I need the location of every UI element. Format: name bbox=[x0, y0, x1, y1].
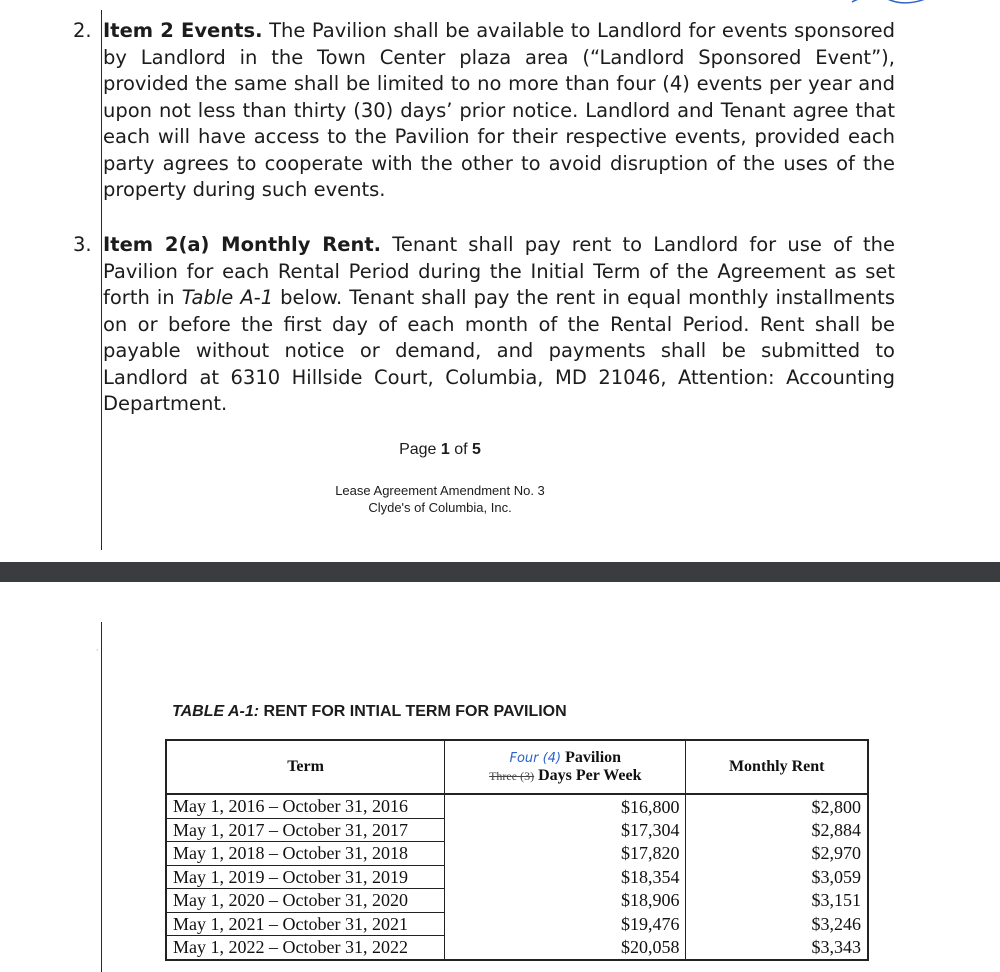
cell-pavilion: $19,476 bbox=[445, 912, 686, 936]
item-heading: Item 2 Events. bbox=[103, 19, 263, 42]
item-text-continued: below. Tenant shall pay the rent in equal monthly installments on or before the first day of each month of the Rental Period. Rent shall be payable without notice or demand, and payments shall be submitted to Landlord at 6310 Hillside Court, Columbia, MD 21046, Attention: Accounting Department. bbox=[103, 286, 895, 415]
section-item-2a-monthly-rent bbox=[73, 232, 895, 418]
footer-line-1: Lease Agreement Amendment No. 3 bbox=[335, 483, 545, 498]
header-pavilion-label: Pavilion bbox=[565, 749, 622, 766]
cell-term: May 1, 2017 – October 31, 2017 bbox=[166, 818, 445, 842]
rent-table bbox=[165, 739, 869, 961]
item-text: The Pavilion shall be available to Landlord for events sponsored by Landlord in the Town Center plaza area (“Landlord Sponsored Event”), provided the same shall be limited to no more than four (4) events per year and upon not less than thirty (30) days’ prior notice. Landlord and Tenant agree that each will have access to the Pavilion for their respective events, provided each party agrees to cooperate with the other to avoid disruption of the uses of the property during such events. bbox=[103, 19, 896, 201]
item-number: 3. bbox=[73, 233, 92, 256]
cell-pavilion: $16,800 bbox=[445, 794, 686, 818]
cell-monthly: $2,884 bbox=[686, 818, 868, 842]
cell-term: May 1, 2016 – October 31, 2016 bbox=[166, 794, 445, 818]
table-header-row bbox=[166, 740, 868, 794]
table-row bbox=[166, 912, 868, 936]
handwritten-scribble-icon bbox=[850, 0, 940, 8]
cell-monthly: $3,343 bbox=[686, 936, 868, 960]
header-days-label: Days Per Week bbox=[538, 767, 642, 784]
table-row bbox=[166, 865, 868, 889]
cell-pavilion: $20,058 bbox=[445, 936, 686, 960]
item-text: Tenant shall pay rent to Landlord for use of the Pavilion for each Rental Period during the Initial Term of the Agreement as set forth in bbox=[103, 233, 895, 309]
document-page-2 bbox=[0, 582, 1000, 972]
page-separator bbox=[0, 562, 1000, 582]
cell-term: May 1, 2021 – October 31, 2021 bbox=[166, 912, 445, 936]
header-term: Term bbox=[166, 740, 445, 794]
page-number bbox=[0, 441, 880, 459]
cell-monthly: $3,059 bbox=[686, 865, 868, 889]
item-paragraph bbox=[103, 232, 895, 418]
cell-pavilion: $17,820 bbox=[445, 842, 686, 866]
cell-term: May 1, 2022 – October 31, 2022 bbox=[166, 936, 445, 960]
table-title-label: TABLE A-1: bbox=[172, 703, 260, 720]
cell-term: May 1, 2020 – October 31, 2020 bbox=[166, 889, 445, 913]
item-number: 2. bbox=[73, 19, 92, 42]
handwritten-correction: Four (4) bbox=[509, 751, 562, 766]
header-monthly-rent: Monthly Rent bbox=[686, 740, 868, 794]
table-row bbox=[166, 936, 868, 960]
page-number-total: 5 bbox=[472, 441, 481, 458]
page-number-current: 1 bbox=[440, 441, 450, 458]
table-row bbox=[166, 818, 868, 842]
struck-text: Three (3) bbox=[489, 769, 535, 783]
cell-term: May 1, 2018 – October 31, 2018 bbox=[166, 842, 445, 866]
table-title bbox=[172, 703, 567, 721]
cell-monthly: $3,151 bbox=[686, 889, 868, 913]
stray-mark-icon: · bbox=[96, 646, 99, 655]
table-row bbox=[166, 889, 868, 913]
header-pavilion-days bbox=[445, 740, 686, 794]
page-number-prefix: Page bbox=[399, 441, 441, 458]
footer-line-2: Clyde's of Columbia, Inc. bbox=[368, 500, 512, 515]
cell-pavilion: $18,906 bbox=[445, 889, 686, 913]
cell-monthly: $2,800 bbox=[686, 794, 868, 818]
section-item-2-events bbox=[73, 18, 895, 204]
cell-pavilion: $18,354 bbox=[445, 865, 686, 889]
item-paragraph bbox=[103, 18, 895, 204]
page-number-of: of bbox=[449, 441, 473, 458]
table-row bbox=[166, 842, 868, 866]
table-title-text: RENT FOR INTIAL TERM FOR PAVILION bbox=[259, 703, 567, 720]
item-heading: Item 2(a) Monthly Rent. bbox=[103, 233, 382, 256]
cell-monthly: $3,246 bbox=[686, 912, 868, 936]
table-reference: Table A-1 bbox=[181, 286, 274, 309]
margin-rule bbox=[101, 622, 102, 972]
table-row bbox=[166, 794, 868, 818]
cell-pavilion: $17,304 bbox=[445, 818, 686, 842]
cell-monthly: $2,970 bbox=[686, 842, 868, 866]
cell-term: May 1, 2019 – October 31, 2019 bbox=[166, 865, 445, 889]
